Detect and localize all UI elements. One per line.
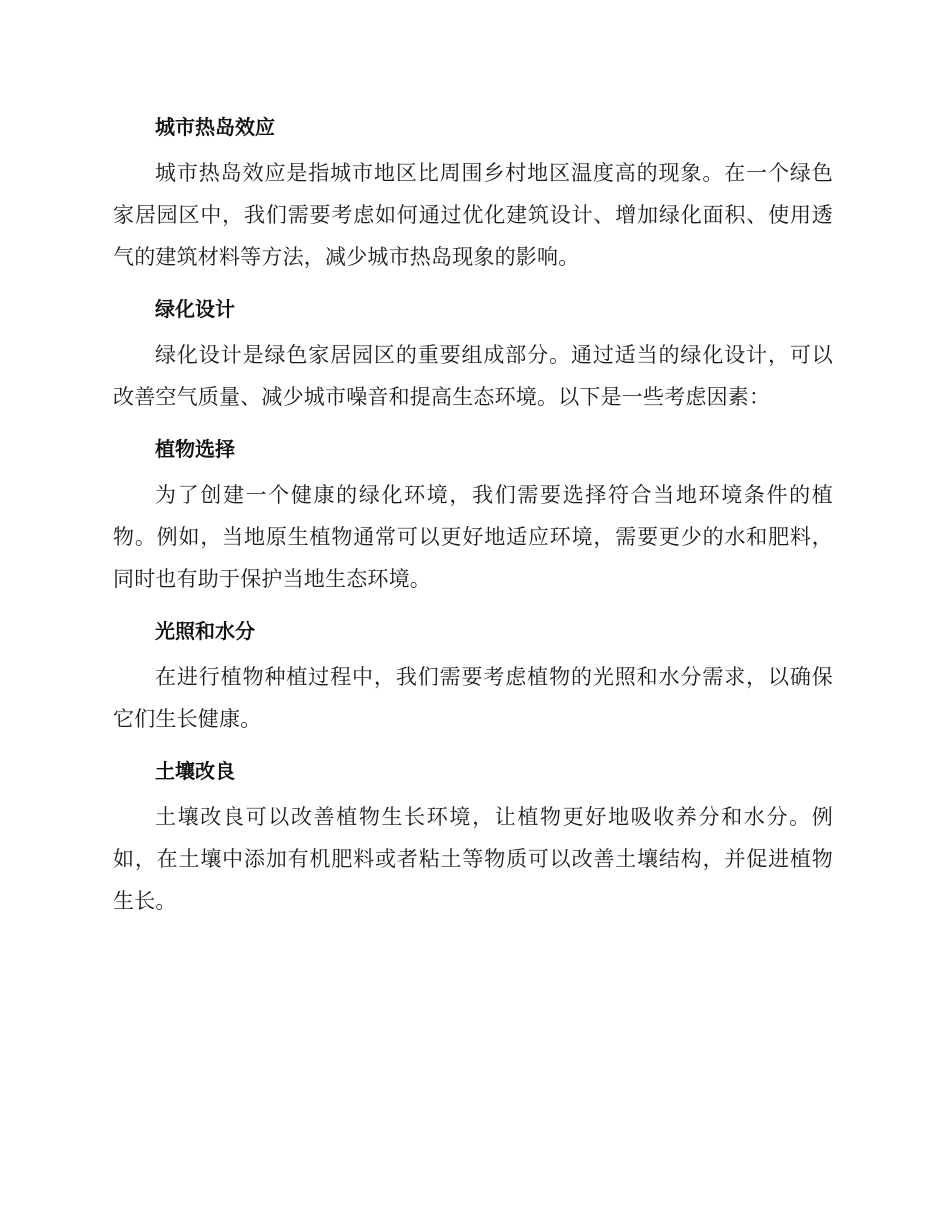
section-heading: 光照和水分 — [155, 619, 255, 643]
section-light-water — [113, 608, 833, 740]
section-urban-heat-island — [113, 104, 833, 278]
section-heading: 城市热岛效应 — [155, 115, 275, 139]
section-green-design — [113, 286, 833, 418]
section-paragraph: 在进行植物种植过程中，我们需要考虑植物的光照和水分需求，以确保它们生长健康。 — [113, 665, 833, 731]
section-heading: 绿化设计 — [155, 297, 235, 321]
section-heading: 植物选择 — [155, 437, 235, 461]
section-soil-improvement — [113, 748, 833, 922]
section-paragraph: 土壤改良可以改善植物生长环境，让植物更好地吸收养分和水分。例如，在土壤中添加有机肥料或者粘土等物质可以改善土壤结构，并促进植物生长。 — [113, 805, 833, 913]
section-paragraph: 绿化设计是绿色家居园区的重要组成部分。通过适当的绿化设计，可以改善空气质量、减少城市噪音和提高生态环境。以下是一些考虑因素： — [113, 343, 833, 409]
section-paragraph: 城市热岛效应是指城市地区比周围乡村地区温度高的现象。在一个绿色家居园区中，我们需要考虑如何通过优化建筑设计、增加绿化面积、使用透气的建筑材料等方法，减少城市热岛现象的影响。 — [113, 161, 833, 269]
document-content — [113, 104, 833, 930]
section-plant-selection — [113, 426, 833, 600]
section-heading: 土壤改良 — [155, 759, 235, 783]
section-paragraph: 为了创建一个健康的绿化环境，我们需要选择符合当地环境条件的植物。例如，当地原生植物通常可以更好地适应环境，需要更少的水和肥料，同时也有助于保护当地生态环境。 — [113, 483, 833, 591]
